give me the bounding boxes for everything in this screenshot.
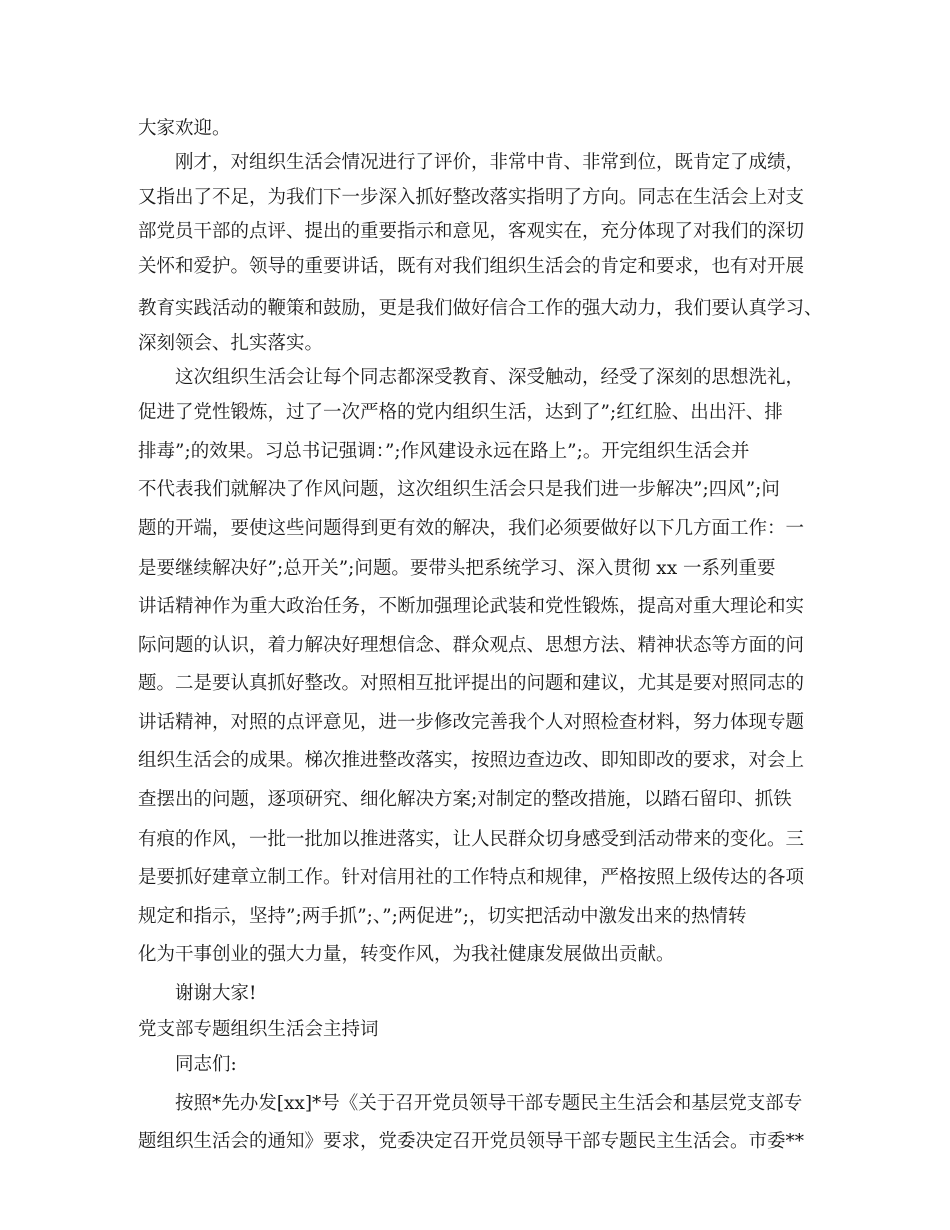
text-line: 促进了党性锻炼，过了一次严格的党内组织生活，达到了”;红红脸、出出汗、排 bbox=[138, 402, 783, 423]
text-line: 题。二是要认真抓好整改。对照相互批评提出的问题和建议，尤其是要对照同志的 bbox=[138, 673, 805, 694]
text-line: 刚才，对组织生活会情况进行了评价，非常中肯、非常到位，既肯定了成绩， bbox=[175, 152, 805, 173]
text-line: 部党员干部的点评、提出的重要指示和意见，客观实在，充分体现了对我们的深切 bbox=[138, 221, 805, 242]
text-line: 是要继续解决好”;总开关”;问题。要带头把系统学习、深入贯彻 xx 一系列重要 bbox=[138, 558, 776, 579]
text-line: 关怀和爱护。领导的重要讲话，既有对我们组织生活会的肯定和要求，也有对开展 bbox=[138, 256, 805, 277]
text-line: 查摆出的问题，逐项研究、细化解决方案;对制定的整改措施，以踏石留印、抓铁 bbox=[138, 789, 792, 810]
text-line: 教育实践活动的鞭策和鼓励，更是我们做好信合工作的强大动力，我们要认真学习、 bbox=[138, 298, 823, 319]
text-line: 这次组织生活会让每个同志都深受教育、深受触动，经受了深刻的思想洗礼， bbox=[175, 367, 805, 388]
text-line: 又指出了不足，为我们下一步深入抓好整改落实指明了方向。同志在生活会上对支 bbox=[138, 187, 805, 208]
text-line: 深刻领会、扎实落实。 bbox=[138, 333, 324, 354]
text-line: 际问题的认识，着力解决好理想信念、群众观点、思想方法、精神状态等方面的问 bbox=[138, 635, 805, 656]
text-line: 有痕的作风，一批一批加以推进落实，让人民群众切身感受到活动带来的变化。三 bbox=[138, 829, 805, 850]
text-line: 按照*先办发[xx]*号《关于召开党员领导干部专题民主生活会和基层党支部专 bbox=[175, 1093, 803, 1114]
text-line: 同志们: bbox=[175, 1054, 237, 1075]
text-line: 讲话精神作为重大政治任务，不断加强理论武装和党性锻炼，提高对重大理论和实 bbox=[138, 596, 805, 617]
text-line: 大家欢迎。 bbox=[138, 118, 231, 139]
text-line: 谢谢大家! bbox=[175, 983, 257, 1004]
text-line: 排毒”;的效果。习总书记强调：”;作风建设永远在路上”;。开完组织生活会并 bbox=[138, 441, 750, 462]
text-line: 题组织生活会的通知》要求，党委决定召开党员领导干部专题民主生活会。市委** bbox=[138, 1131, 805, 1152]
text-line: 题的开端，要使这些问题得到更有效的解决，我们必须要做好以下几方面工作：一 bbox=[138, 518, 805, 539]
text-line: 组织生活会的成果。梯次推进整改落实，按照边查边改、即知即改的要求，对会上 bbox=[138, 750, 805, 771]
text-line: 讲话精神，对照的点评意见，进一步修改完善我个人对照检查材料，努力体现专题 bbox=[138, 712, 805, 733]
text-line: 规定和指示，坚持”;两手抓”;、”;两促进”;，切实把活动中激发出来的热情转 bbox=[138, 906, 747, 927]
text-line: 不代表我们就解决了作风问题，这次组织生活会只是我们进一步解决”;四风”;问 bbox=[138, 479, 780, 500]
section-heading: 党支部专题组织生活会主持词 bbox=[138, 1019, 379, 1040]
text-line: 化为干事创业的强大力量，转变作风，为我社健康发展做出贡献。 bbox=[138, 944, 675, 965]
text-line: 是要抓好建章立制工作。针对信用社的工作特点和规律，严格按照上级传达的各项 bbox=[138, 867, 805, 888]
